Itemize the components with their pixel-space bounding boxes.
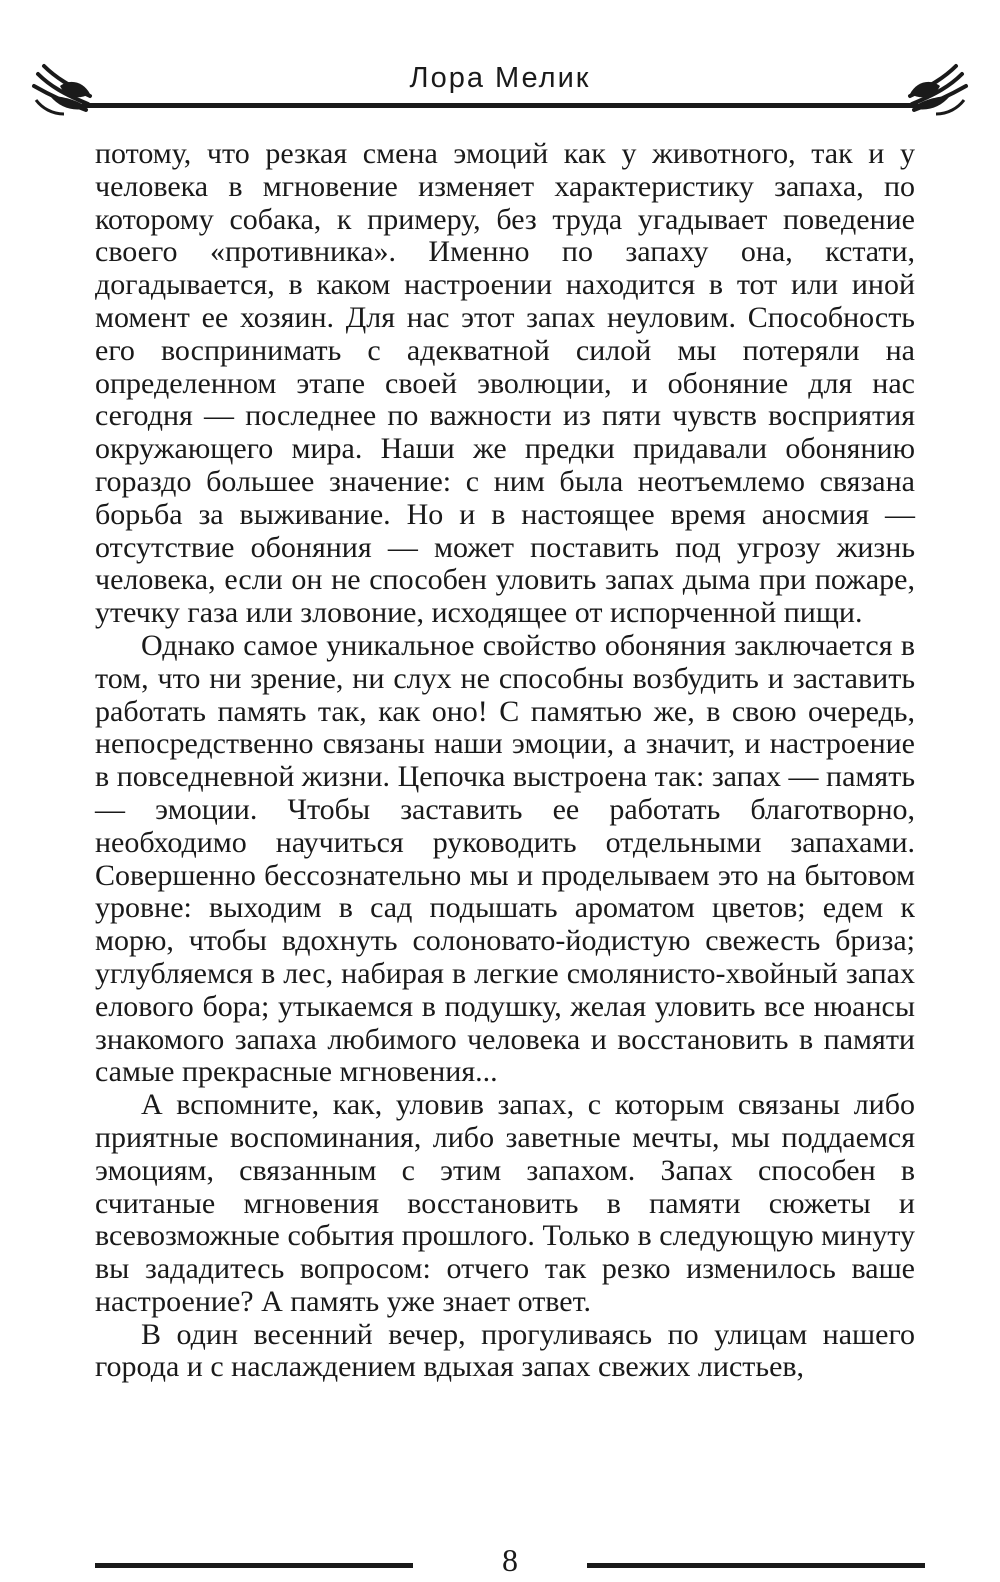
page-footer: [95, 1542, 925, 1582]
paragraph: Однако самое уникальное свойство обоняния заключается в том, что ни зрение, ни слух не способны возбудить и заставить работать память так, как оно! С памятью же, в свою очередь, непосредственно связаны наши эмоции, а значит, и настроение в повседневной жизни. Цепочка выстроена так: запах — память — эмоции. Чтобы заставить ее работать благотворно, необходимо научиться руководить отдельными запахами. Совершенно бессознательно мы и проделываем это на бытовом уровне: выходим в сад подышать ароматом цветов; едем к морю, чтобы вдохнуть солоновато-йодистую свежесть бриза; углубляемся в лес, набирая в легкие смолянисто-хвойный запах елового бора; утыкаемся в подушку, желая уловить все нюансы знакомого запаха любимого человека и восстановить в памяти самые прекрасные мгновения...: [95, 628, 915, 1089]
paragraph: потому, что резкая смена эмоций как у животного, так и у человека в мгновение изменяет характеристику запаха, по которому собака, к примеру, без труда угадывает поведение своего «противника». Именно по запаху она, кстати, догадывается, в каком настроении находится в тот или иной момент ее хозяин. Для нас этот запах неуловим. Способность его воспринимать с адекватной силой мы потеряли на определенном этапе своей эволюции, и обоняние для нас сегодня — последнее по важности из пяти чувств восприятия окружающего мира. Наши же предки придавали обонянию гораздо большее значение: с ним была неотъемлемо связана борьба за выживание. Но и в настоящее время аносмия — отсутствие обоняния — может поставить под угрозу жизнь человека, если он не способен уловить запах дыма при пожаре, утечку газа или зловоние, исходящее от испорченной пищи.: [95, 137, 915, 630]
page-header: [30, 56, 970, 120]
paragraph: А вспомните, как, уловив запах, с которым связаны либо приятные воспоминания, либо заветные мечты, мы поддаемся эмоциям, связанным с этим запахом. Запах способен в считаные мгновения восстановить в памяти сюжеты и всевозможные события прошлого. Только в следующую минуту вы зададитесь вопросом: отчего так резко изменилось ваше настроение? А память уже знает ответ.: [95, 1088, 915, 1318]
page-number: 8: [502, 1542, 518, 1578]
header-rule: [82, 103, 918, 108]
running-head-author: Лора Мелик: [409, 62, 591, 94]
body-text: [95, 138, 915, 1384]
leaf-ornament-icon: [904, 56, 970, 120]
paragraph: В один весенний вечер, прогуливаясь по улицам нашего города и с наслаждением вдыхая запах свежих листьев,: [95, 1317, 915, 1384]
footer-rule-right: [587, 1563, 925, 1568]
